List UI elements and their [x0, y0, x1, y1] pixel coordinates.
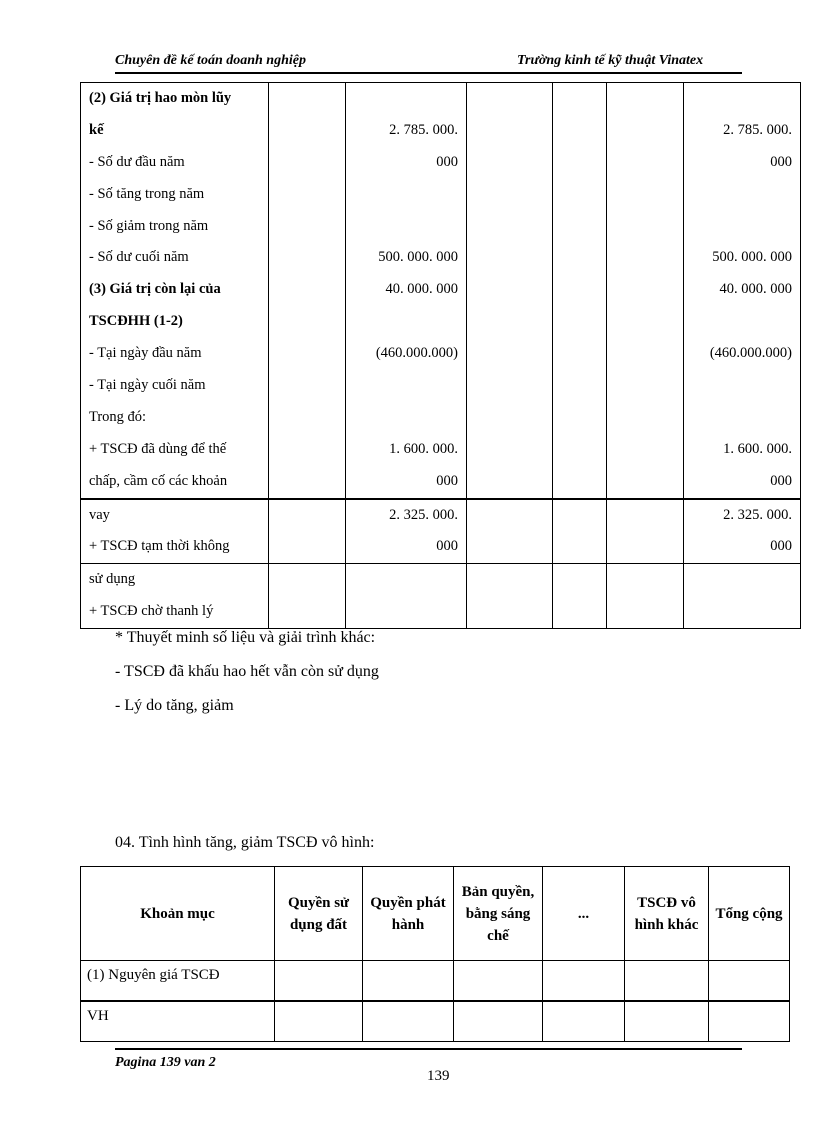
cell-value: 000	[770, 153, 792, 170]
cell-value	[684, 564, 800, 596]
value-cell	[684, 564, 801, 629]
header-left-title: Chuyên đề kế toán doanh nghiệp	[115, 53, 306, 68]
row-label-cell	[81, 499, 269, 564]
column-header: ...	[543, 867, 625, 961]
cell-value: 500. 000. 000	[712, 249, 792, 266]
column-header: Quyền phát hành	[363, 867, 454, 961]
empty-cell	[625, 1001, 709, 1042]
cell-value: 000	[436, 538, 458, 555]
empty-cell	[607, 564, 684, 629]
table-row	[81, 1001, 790, 1042]
value-cell	[684, 83, 801, 499]
empty-cell	[553, 499, 607, 564]
empty-cell	[467, 564, 553, 629]
empty-cell	[467, 499, 553, 564]
row-label: + TSCĐ chờ thanh lý	[89, 603, 214, 620]
empty-cell	[607, 83, 684, 499]
empty-cell	[363, 1001, 454, 1042]
value-cell	[346, 83, 467, 499]
header-divider	[115, 72, 742, 74]
empty-cell	[543, 1001, 625, 1042]
column-header: Khoản mục	[81, 867, 275, 961]
column-header: Quyền sử dụng đất	[275, 867, 363, 961]
value-cell	[684, 499, 801, 564]
empty-cell	[625, 961, 709, 1002]
empty-cell	[269, 499, 346, 564]
cell-value: 40. 000. 000	[385, 281, 458, 298]
cell-value	[346, 402, 466, 434]
header-right-title: Trường kinh tế kỹ thuật Vinatex	[517, 53, 704, 68]
row-label-cell	[81, 83, 269, 499]
column-header: TSCĐ vô hình khác	[625, 867, 709, 961]
row-label: - Tại ngày đầu năm	[89, 345, 202, 362]
empty-cell	[269, 83, 346, 499]
cell-value	[346, 306, 466, 338]
cell-value	[346, 211, 466, 243]
cell-value	[684, 179, 800, 211]
empty-cell	[553, 83, 607, 499]
cell-value: 000	[770, 472, 792, 489]
section-heading: 04. Tình hình tăng, giảm TSCĐ vô hình:	[115, 834, 375, 851]
footer-divider	[115, 1048, 742, 1050]
note-depreciated-assets: - TSCĐ đã khấu hao hết vẫn còn sử dụng	[115, 663, 379, 680]
row-label: - Số dư đầu năm	[89, 153, 185, 170]
row-label: - Tại ngày cuối năm	[89, 377, 206, 394]
row-label: + TSCĐ tạm thời không	[89, 538, 230, 555]
cell-value	[684, 596, 800, 628]
row-label: sử dụng	[89, 571, 136, 588]
cell-value	[684, 402, 800, 434]
row-label: vay	[89, 506, 110, 523]
column-header: Bản quyền, bằng sáng chế	[454, 867, 543, 961]
cell-value: 1. 600. 000.	[723, 440, 792, 457]
cell-value	[346, 370, 466, 402]
table-row	[81, 961, 790, 1002]
cell-value: 2. 325. 000.	[389, 506, 458, 523]
row-label: (2) Giá trị hao mòn lũy	[89, 90, 232, 106]
row-label-cell: (1) Nguyên giá TSCĐ	[81, 961, 275, 1002]
cell-value	[346, 83, 466, 115]
row-label: + TSCĐ đã dùng để thế	[89, 440, 227, 457]
header-row	[81, 867, 790, 961]
cell-value: 2. 325. 000.	[723, 506, 792, 523]
cell-value: 000	[436, 153, 458, 170]
fixed-assets-table	[80, 82, 801, 629]
row-label: kế	[89, 121, 104, 138]
cell-value: 2. 785. 000.	[723, 121, 792, 138]
value-cell	[346, 499, 467, 564]
cell-value	[346, 564, 466, 596]
empty-cell	[607, 499, 684, 564]
table-row	[81, 83, 801, 499]
column-header: Tổng cộng	[709, 867, 790, 961]
row-label-cell: VH	[81, 1001, 275, 1042]
empty-cell	[709, 1001, 790, 1042]
cell-value: (460.000.000)	[375, 345, 458, 362]
row-label: chấp, cầm cố các khoản	[89, 472, 228, 489]
cell-value	[346, 179, 466, 211]
footer-pagina: Pagina 139 van 2	[115, 1055, 216, 1070]
empty-cell	[269, 564, 346, 629]
empty-cell	[363, 961, 454, 1002]
table-row	[81, 499, 801, 564]
cell-value: 40. 000. 000	[719, 281, 792, 298]
cell-value	[684, 370, 800, 402]
empty-cell	[467, 83, 553, 499]
cell-value: 2. 785. 000.	[389, 121, 458, 138]
row-label: - Số dư cuối năm	[89, 249, 189, 266]
row-label: Trong đó:	[89, 408, 147, 425]
cell-value: 1. 600. 000.	[389, 440, 458, 457]
row-label: - Số tăng trong năm	[89, 185, 205, 202]
cell-value	[684, 83, 800, 115]
empty-cell	[553, 564, 607, 629]
row-label: - Số giảm trong năm	[89, 217, 209, 234]
cell-value	[684, 306, 800, 338]
intangible-assets-table	[80, 866, 790, 1042]
cell-value	[684, 211, 800, 243]
empty-cell	[454, 1001, 543, 1042]
cell-value: 000	[770, 538, 792, 555]
row-label-cell	[81, 564, 269, 629]
empty-cell	[275, 1001, 363, 1042]
empty-cell	[454, 961, 543, 1002]
empty-cell	[709, 961, 790, 1002]
page-number: 139	[427, 1068, 450, 1084]
table-row	[81, 564, 801, 629]
cell-value	[346, 596, 466, 628]
row-label: (3) Giá trị còn lại của	[89, 281, 221, 298]
cell-value: (460.000.000)	[709, 345, 792, 362]
empty-cell	[543, 961, 625, 1002]
note-explanation: * Thuyết minh số liệu và giải trình khác:	[115, 629, 376, 646]
value-cell	[346, 564, 467, 629]
row-label: TSCĐHH (1-2)	[89, 313, 183, 330]
cell-value: 500. 000. 000	[378, 249, 458, 266]
note-reason: - Lý do tăng, giảm	[115, 697, 234, 714]
cell-value: 000	[436, 472, 458, 489]
empty-cell	[275, 961, 363, 1002]
